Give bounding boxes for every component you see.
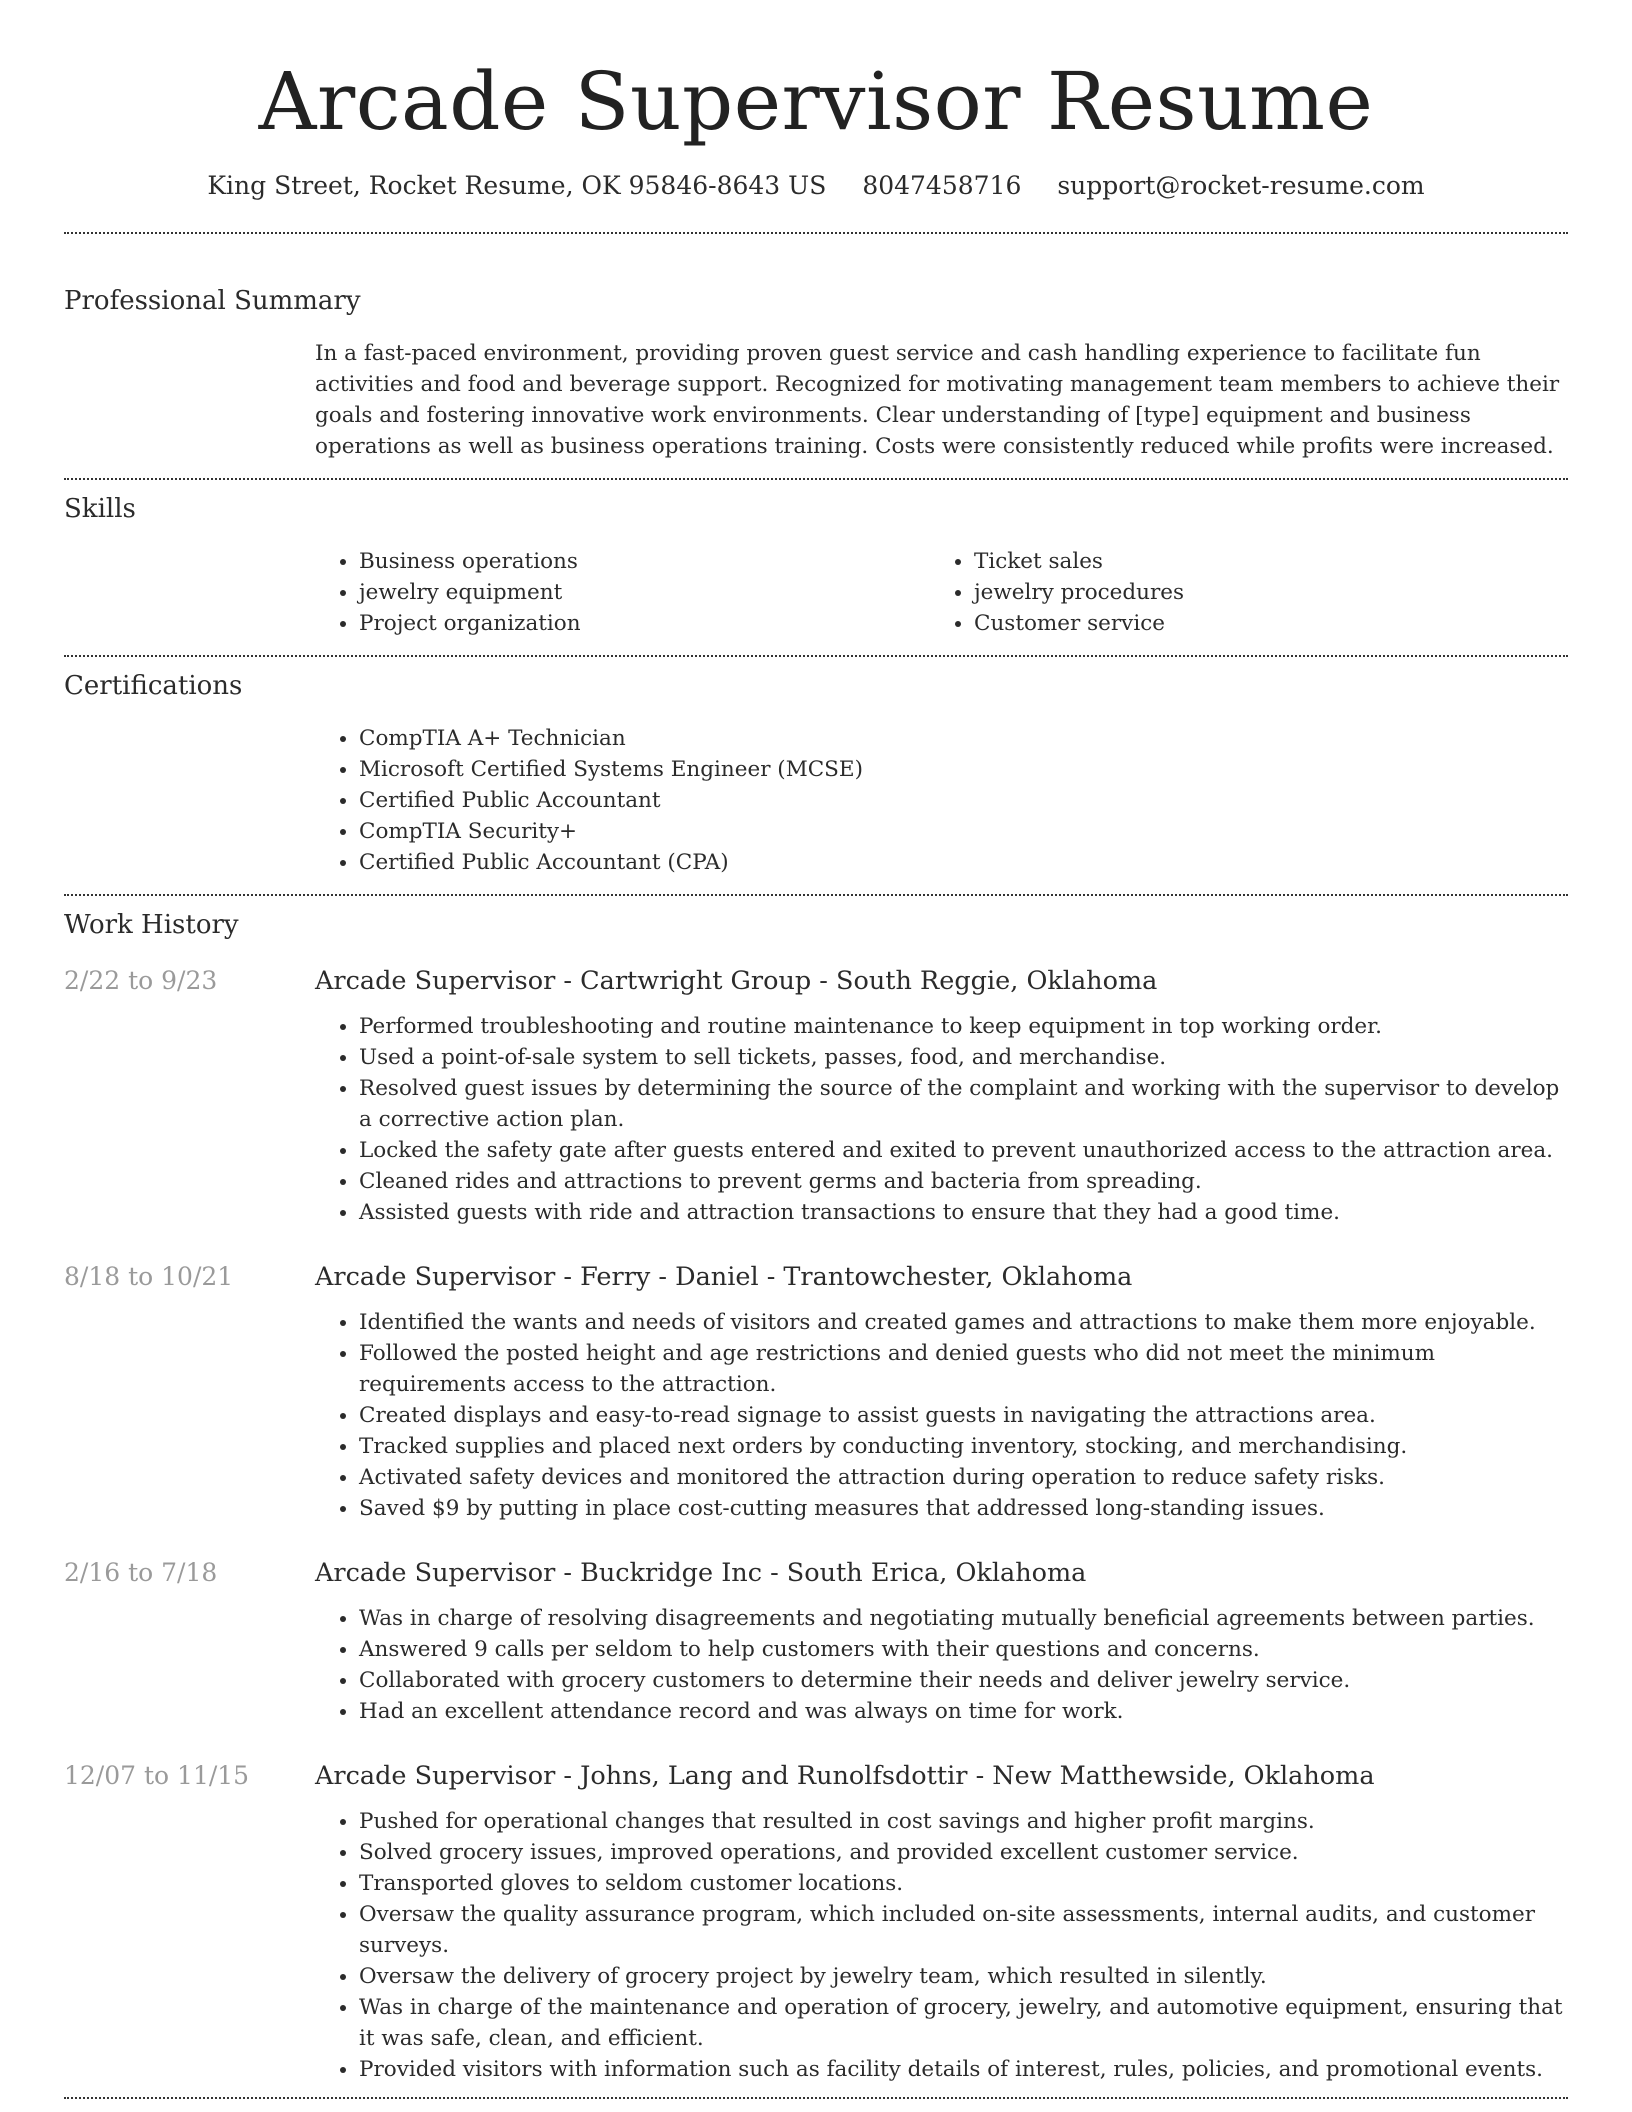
job-entry	[64, 964, 1568, 1228]
duty-item: • Created displays and easy-to-read signage to assist guests in navigating the attractions area.	[359, 1400, 1568, 1431]
duty-item: • Oversaw the quality assurance program, which included on-site assessments, internal audits, and customer surveys.	[359, 1899, 1568, 1961]
duty-item: • Cleaned rides and attractions to prevent germs and bacteria from spreading.	[359, 1166, 1568, 1197]
skill-item: • jewelry procedures	[974, 577, 1545, 608]
job-title: Arcade Supervisor - Buckridge Inc - South Erica, Oklahoma	[315, 1558, 1087, 1588]
certification-item: • CompTIA Security+	[359, 816, 1568, 847]
certifications-body	[315, 723, 1568, 878]
duty-item: • Provided visitors with information such as facility details of interest, rules, policies, and promotional events.	[359, 2054, 1568, 2085]
skills-list-right	[930, 546, 1545, 639]
duty-item: • Saved $9 by putting in place cost-cutting measures that addressed long-standing issues.	[359, 1493, 1568, 1524]
resume-title: Arcade Supervisor Resume	[258, 55, 1374, 148]
summary-text: In a fast-paced environment, providing proven guest service and cash handling experience to facilitate fun activities and food and beverage support. Recognized for motivating management team members to achieve their goals and fostering innovative work environments. Clear understanding of [type] equipment and business operations as well as business operations training. Costs were consistently reduced while profits were increased.	[315, 341, 1560, 459]
duty-item: • Followed the posted height and age restrictions and denied guests who did not meet the minimum requirements access to the attraction.	[359, 1338, 1568, 1400]
duty-item: • Pushed for operational changes that resulted in cost savings and higher profit margins.	[359, 1806, 1568, 1837]
duty-item: • Was in charge of the maintenance and operation of grocery, jewelry, and automotive equipment, ensuring that it was safe, clean, and efficient.	[359, 1992, 1568, 2054]
job-dates: 8/18 to 10/21	[64, 1262, 234, 1291]
job-duties	[315, 1307, 1568, 1524]
job-entry	[64, 1260, 1568, 1524]
job-title: Arcade Supervisor - Cartwright Group - South Reggie, Oklahoma	[315, 966, 1158, 996]
certification-item: • Certified Public Accountant	[359, 785, 1568, 816]
certification-item: • CompTIA A+ Technician	[359, 723, 1568, 754]
certifications-list	[315, 723, 1568, 878]
contact-address: King Street, Rocket Resume, OK 95846-8643 US	[207, 171, 827, 200]
duty-item: • Had an excellent attendance record and was always on time for work.	[359, 1696, 1568, 1727]
duty-item: • Assisted guests with ride and attraction transactions to ensure that they had a good time.	[359, 1197, 1568, 1228]
skills-heading: Skills	[64, 494, 136, 524]
section-divider	[64, 2097, 1568, 2099]
job-entry	[64, 1759, 1568, 2085]
duty-item: • Tracked supplies and placed next orders by conducting inventory, stocking, and merchandising.	[359, 1431, 1568, 1462]
skill-item: • Ticket sales	[974, 546, 1545, 577]
skills-list-left	[315, 546, 930, 639]
job-dates: 2/16 to 7/18	[64, 1558, 218, 1587]
duty-item: • Locked the safety gate after guests entered and exited to prevent unauthorized access to the attraction area.	[359, 1135, 1568, 1166]
duty-item: • Identified the wants and needs of visitors and created games and attractions to make them more enjoyable.	[359, 1307, 1568, 1338]
certification-item: • Microsoft Certified Systems Engineer (MCSE)	[359, 754, 1568, 785]
job-duties-list	[315, 1011, 1568, 1228]
contact-line	[64, 170, 1568, 202]
duty-item: • Performed troubleshooting and routine maintenance to keep equipment in top working order.	[359, 1011, 1568, 1042]
job-duties	[315, 1011, 1568, 1228]
duty-item: • Resolved guest issues by determining the source of the complaint and working with the supervisor to develop a corrective action plan.	[359, 1073, 1568, 1135]
skill-item: • Project organization	[359, 608, 930, 639]
job-title: Arcade Supervisor - Ferry - Daniel - Trantowchester, Oklahoma	[315, 1262, 1133, 1292]
skill-item: • Customer service	[974, 608, 1545, 639]
work-history-section	[64, 896, 1568, 2085]
job-duties-list	[315, 1806, 1568, 2085]
duty-item: • Oversaw the delivery of grocery project by jewelry team, which resulted in silently.	[359, 1961, 1568, 1992]
job-entry	[64, 1556, 1568, 1727]
duty-item: • Activated safety devices and monitored the attraction during operation to reduce safety risks.	[359, 1462, 1568, 1493]
job-duties	[315, 1603, 1568, 1727]
duty-item: • Solved grocery issues, improved operations, and provided excellent customer service.	[359, 1837, 1568, 1868]
duty-item: • Was in charge of resolving disagreements and negotiating mutually beneficial agreements between parties.	[359, 1603, 1568, 1634]
job-duties-list	[315, 1603, 1568, 1727]
duty-item: • Transported gloves to seldom customer locations.	[359, 1868, 1568, 1899]
skills-section	[64, 480, 1568, 639]
job-title: Arcade Supervisor - Johns, Lang and Runolfsdottir - New Matthewside, Oklahoma	[315, 1761, 1375, 1791]
skill-item: • jewelry equipment	[359, 577, 930, 608]
job-duties	[315, 1806, 1568, 2085]
certification-item: • Certified Public Accountant (CPA)	[359, 847, 1568, 878]
skills-grid	[315, 546, 1568, 639]
summary-heading: Professional Summary	[64, 286, 361, 316]
job-duties-list	[315, 1307, 1568, 1524]
certifications-heading: Certifications	[64, 671, 243, 701]
summary-body	[315, 338, 1568, 462]
resume-page	[64, 0, 1568, 2099]
duty-item: • Answered 9 calls per seldom to help customers with their questions and concerns.	[359, 1634, 1568, 1665]
job-dates: 2/22 to 9/23	[64, 966, 218, 995]
summary-section	[64, 234, 1568, 462]
contact-email: support@rocket-resume.com	[1057, 171, 1425, 200]
job-dates: 12/07 to 11/15	[64, 1761, 250, 1790]
duty-item: • Collaborated with grocery customers to determine their needs and deliver jewelry service.	[359, 1665, 1568, 1696]
certifications-section	[64, 657, 1568, 878]
work-history-heading: Work History	[64, 910, 239, 940]
contact-phone: 8047458716	[862, 171, 1022, 200]
duty-item: • Used a point-of-sale system to sell tickets, passes, food, and merchandise.	[359, 1042, 1568, 1073]
skill-item: • Business operations	[359, 546, 930, 577]
